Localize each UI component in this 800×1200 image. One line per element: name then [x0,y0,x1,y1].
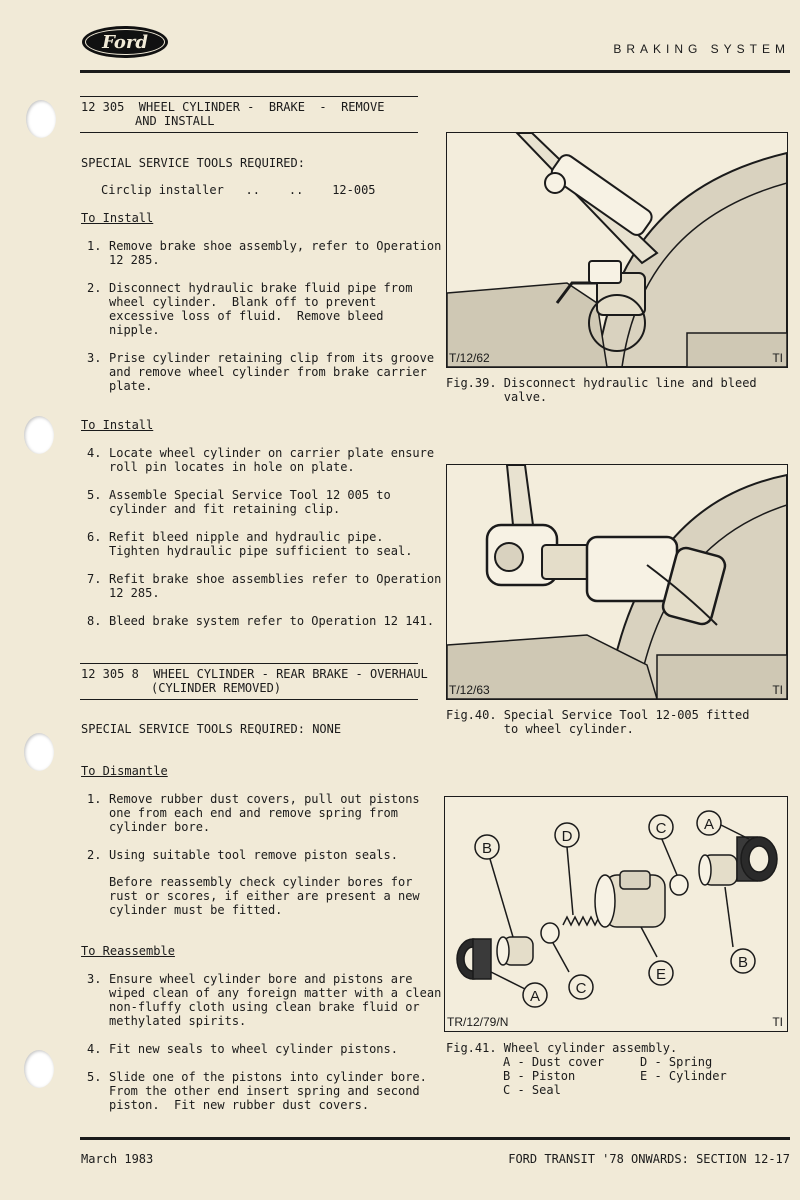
figure-39 [446,132,788,368]
step-number: 3. [87,972,102,986]
note-line: rust or scores, if either are present a new [109,889,420,903]
step-text-line: Ensure wheel cylinder bore and pistons are [109,972,413,986]
label-b-right: B [737,954,749,971]
figure-40-caption-line2: to wheel cylinder. [446,722,634,736]
step-text-line: wheel cylinder. Blank off to prevent [109,295,377,309]
step-text-line: wiped clean of any foreign matter with a clean [109,986,442,1000]
step-number: 3. [87,351,102,365]
figure-40 [446,464,788,700]
step-text-line: Remove rubber dust covers, pull out pistons [109,792,420,806]
step-text-line: one from each end and remove spring from [109,806,398,820]
note-line: cylinder must be fitted. [109,903,283,917]
step-number: 8. [87,614,102,628]
label-a-left: A [529,988,541,1005]
step-text-line: non-fluffy cloth using clean brake fluid or [109,1000,420,1014]
legend-entry: B - Piston [503,1069,576,1083]
op1-subheading-install: To Install [81,211,154,225]
label-e: E [655,966,667,983]
op2-tools-label: SPECIAL SERVICE TOOLS REQUIRED: NONE [81,722,342,736]
legend-entry: E - Cylinder [640,1069,727,1083]
heading-rule [80,96,418,97]
figure-40-caption-line1: Fig.40. Special Service Tool 12-005 fitted [446,708,750,722]
figure-41 [444,796,788,1032]
op1-subheading-install-2: To Install [81,418,154,432]
op2-heading-line1: 12 305 8 WHEEL CYLINDER - REAR BRAKE - OVERHAUL [81,667,428,681]
footer-rule [80,1137,790,1140]
section-title: BRAKING SYSTEM [613,42,790,56]
op1-tool-line: Circlip installer .. .. 12-005 [101,183,376,197]
step-text-line: 12 285. [109,586,160,600]
step-text-line: Refit bleed nipple and hydraulic pipe. [109,530,384,544]
figure-39-caption-line2: valve. [446,390,548,404]
label-c-right: C [655,820,667,837]
heading-rule [80,663,418,664]
header-rule [80,70,790,73]
step-number: 1. [87,792,102,806]
step-text-line: Prise cylinder retaining clip from its groove [109,351,435,365]
step-text-line: nipple. [109,323,160,337]
punch-hole [26,100,56,138]
step-number: 2. [87,281,102,295]
step-text-line: excessive loss of fluid. Remove bleed [109,309,384,323]
heading-rule [80,132,418,133]
step-text-line: roll pin locates in hole on plate. [109,460,355,474]
figure-mark: TI [772,351,783,365]
service-tool-illustration [447,465,787,699]
op2-subheading-dismantle: To Dismantle [81,764,168,778]
step-text-line: cylinder and fit retaining clip. [109,502,341,516]
label-b-left: B [481,840,493,857]
step-text-line: Bleed brake system refer to Operation 12 141. [109,614,435,628]
punch-hole [24,1050,54,1088]
step-text-line: Disconnect hydraulic brake fluid pipe from [109,281,413,295]
step-text-line: piston. Fit new rubber dust covers. [109,1098,370,1112]
step-number: 1. [87,239,102,253]
step-text-line: Tighten hydraulic pipe sufficient to seal. [109,544,413,558]
logo-text: Ford [102,31,148,53]
step-text-line: cylinder bore. [109,820,211,834]
step-text-line: methylated spirits. [109,1014,247,1028]
step-number: 5. [87,488,102,502]
cylinder-assembly-illustration [445,797,787,1031]
heading-rule [80,699,418,700]
op2-heading-line2: (CYLINDER REMOVED) [151,681,282,695]
step-text-line: Locate wheel cylinder on carrier plate ensure [109,446,435,460]
step-text-line: Assemble Special Service Tool 12 005 to [109,488,391,502]
step-text-line: Using suitable tool remove piston seals. [109,848,398,862]
footer-title: FORD TRANSIT '78 ONWARDS: SECTION 12-17 [508,1152,790,1166]
figure-mark: TI [772,1015,783,1029]
punch-hole [24,733,54,771]
step-text-line: Refit brake shoe assemblies refer to Operation [109,572,442,586]
step-text-line: 12 285. [109,253,160,267]
step-text-line: plate. [109,379,153,393]
op1-heading-line1: 12 305 WHEEL CYLINDER - BRAKE - REMOVE [81,100,385,114]
label-c-left: C [575,980,587,997]
label-d: D [561,828,573,845]
figure-ref: T/12/62 [449,351,490,365]
note-line: Before reassembly check cylinder bores for [109,875,413,889]
op1-tools-label: SPECIAL SERVICE TOOLS REQUIRED: [81,156,305,170]
step-number: 7. [87,572,102,586]
punch-hole [24,416,54,454]
bleed-valve-illustration [447,133,787,367]
step-text-line: From the other end insert spring and second [109,1084,420,1098]
legend-entry: C - Seal [503,1083,561,1097]
op2-subheading-reassemble: To Reassemble [81,944,175,958]
figure-ref: TR/12/79/N [447,1015,509,1029]
op1-heading-line2: AND INSTALL [135,114,215,128]
figure-41-caption: Fig.41. Wheel cylinder assembly. [446,1041,678,1055]
step-text-line: Remove brake shoe assembly, refer to Operation [109,239,442,253]
figure-39-caption-line1: Fig.39. Disconnect hydraulic line and bleed [446,376,757,390]
label-a-right: A [703,816,715,833]
ford-logo [82,26,168,58]
figure-mark: TI [772,683,783,697]
figure-ref: T/12/63 [449,683,490,697]
step-text-line: Fit new seals to wheel cylinder pistons. [109,1042,398,1056]
step-number: 4. [87,1042,102,1056]
step-number: 2. [87,848,102,862]
step-text-line: and remove wheel cylinder from brake carrier [109,365,427,379]
legend-entry: A - Dust cover [503,1055,605,1069]
step-number: 6. [87,530,102,544]
step-text-line: Slide one of the pistons into cylinder bore. [109,1070,427,1084]
footer-date: March 1983 [81,1152,154,1166]
legend-entry: D - Spring [640,1055,713,1069]
step-number: 5. [87,1070,102,1084]
step-number: 4. [87,446,102,460]
